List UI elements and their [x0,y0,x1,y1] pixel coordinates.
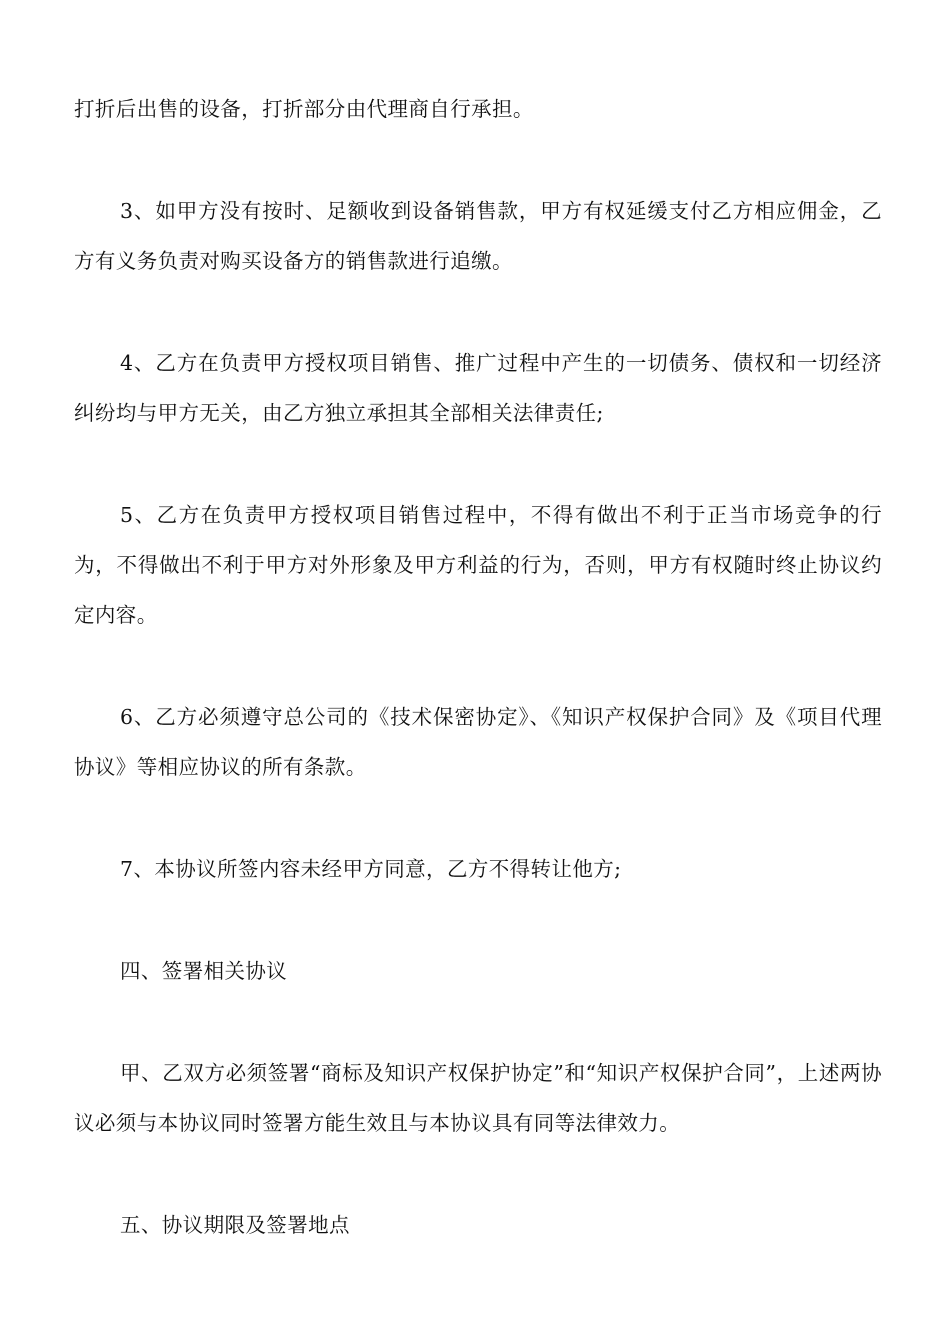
paragraph-clause-6: 6、乙方必须遵守总公司的《技术保密协定》、《知识产权保护合同》及《项目代理协议》等相应协议的所有条款。 [74,705,882,779]
paragraph-related-agreements: 甲、乙双方必须签署“商标及知识产权保护协定”和“知识产权保护合同”，上述两协议必须与本协议同时签署方能生效且与本协议具有同等法律效力。 [74,1061,882,1135]
paragraph-clause-4: 4、乙方在负责甲方授权项目销售、推广过程中产生的一切债务、债权和一切经济纠纷均与甲方无关，由乙方独立承担其全部相关法律责任; [74,351,882,425]
section-heading-4: 四、签署相关协议 [120,959,288,983]
section-heading-5: 五、协议期限及签署地点 [120,1213,350,1237]
paragraph-clause-5: 5、乙方在负责甲方授权项目销售过程中，不得有做出不利于正当市场竞争的行为，不得做出不利于甲方对外形象及甲方利益的行为，否则，甲方有权随时终止协议约定内容。 [74,503,882,627]
paragraph-clause-3: 3、如甲方没有按时、足额收到设备销售款，甲方有权延缓支付乙方相应佣金，乙方有义务负责对购买设备方的销售款进行追缴。 [74,199,882,273]
paragraph-continuation: 打折后出售的设备，打折部分由代理商自行承担。 [74,97,534,121]
paragraph-clause-7: 7、本协议所签内容未经甲方同意，乙方不得转让他方; [120,857,622,881]
